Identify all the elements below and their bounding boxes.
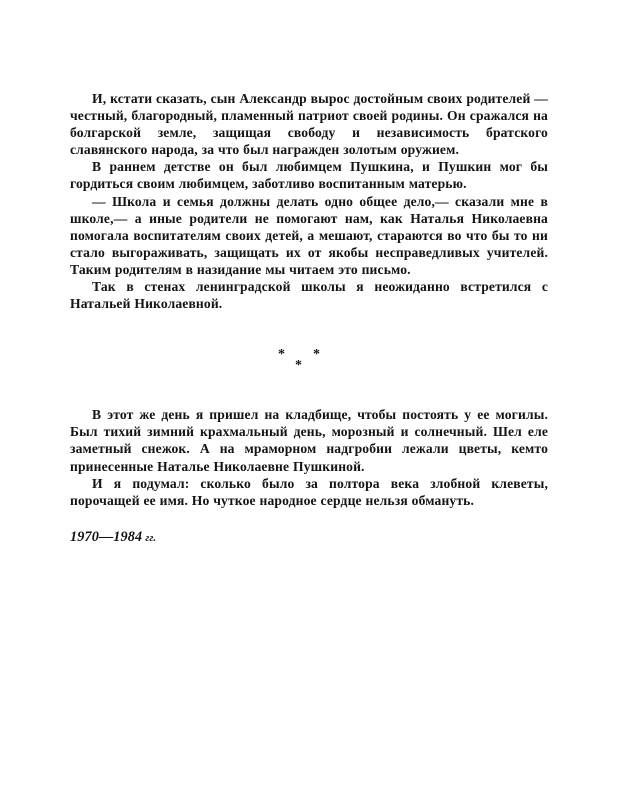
paragraph-5: В этот же день я пришел на кладбище, чтобы постоять у ее могилы. Был тихий зимний крахмальный день, морозный и солнечный. Шел еле заметный снежок. А на мраморном надгробии лежали цветы, кемто принесенные Наталье Николаевне Пушкиной.: [70, 407, 548, 474]
text-column: [70, 90, 548, 547]
lower-text-block: [70, 406, 548, 547]
paragraph-4: Так в стенах ленинградской школы я неожиданно встретился с Натальей Николаевной.: [70, 279, 548, 312]
asterisk-icon-middle: *: [295, 358, 302, 374]
date-line: [70, 529, 548, 547]
paragraph-2: В раннем детстве он был любимцем Пушкина, и Пушкин мог бы гордиться своим любимцем, заботливо воспитанным матерью.: [70, 159, 548, 192]
date-suffix: гг.: [145, 531, 157, 544]
paragraph-3: — Школа и семья должны делать одно общее дело,— сказали мне в школе,— а иные родители не помогают нам, как Наталья Николаевна помогала воспитателям своих детей, а мешают, стараются во что бы то ни стало выгораживать, защищать их от якобы несправедливых учителей. Таким родителям в назидание мы читаем это письмо.: [70, 193, 548, 277]
three-asterisk-separator: [70, 334, 548, 390]
asterisk-icon-left: *: [278, 347, 285, 363]
paragraph-1: И, кстати сказать, сын Александр вырос достойным своих родителей — честный, благородный, пламенный патриот своей родины. Он сражался на болгарской земле, защищая свободу и независимость братского славянского народа, за что был награжден золотым оружием.: [70, 91, 548, 158]
paragraph-6: И я подумал: сколько было за полтора века злобной клеветы, порочащей ее имя. Но чуткое народное сердце нельзя обмануть.: [70, 475, 548, 508]
date-years: 1970—1984: [70, 528, 143, 545]
asterisk-icon-right: *: [313, 347, 320, 363]
